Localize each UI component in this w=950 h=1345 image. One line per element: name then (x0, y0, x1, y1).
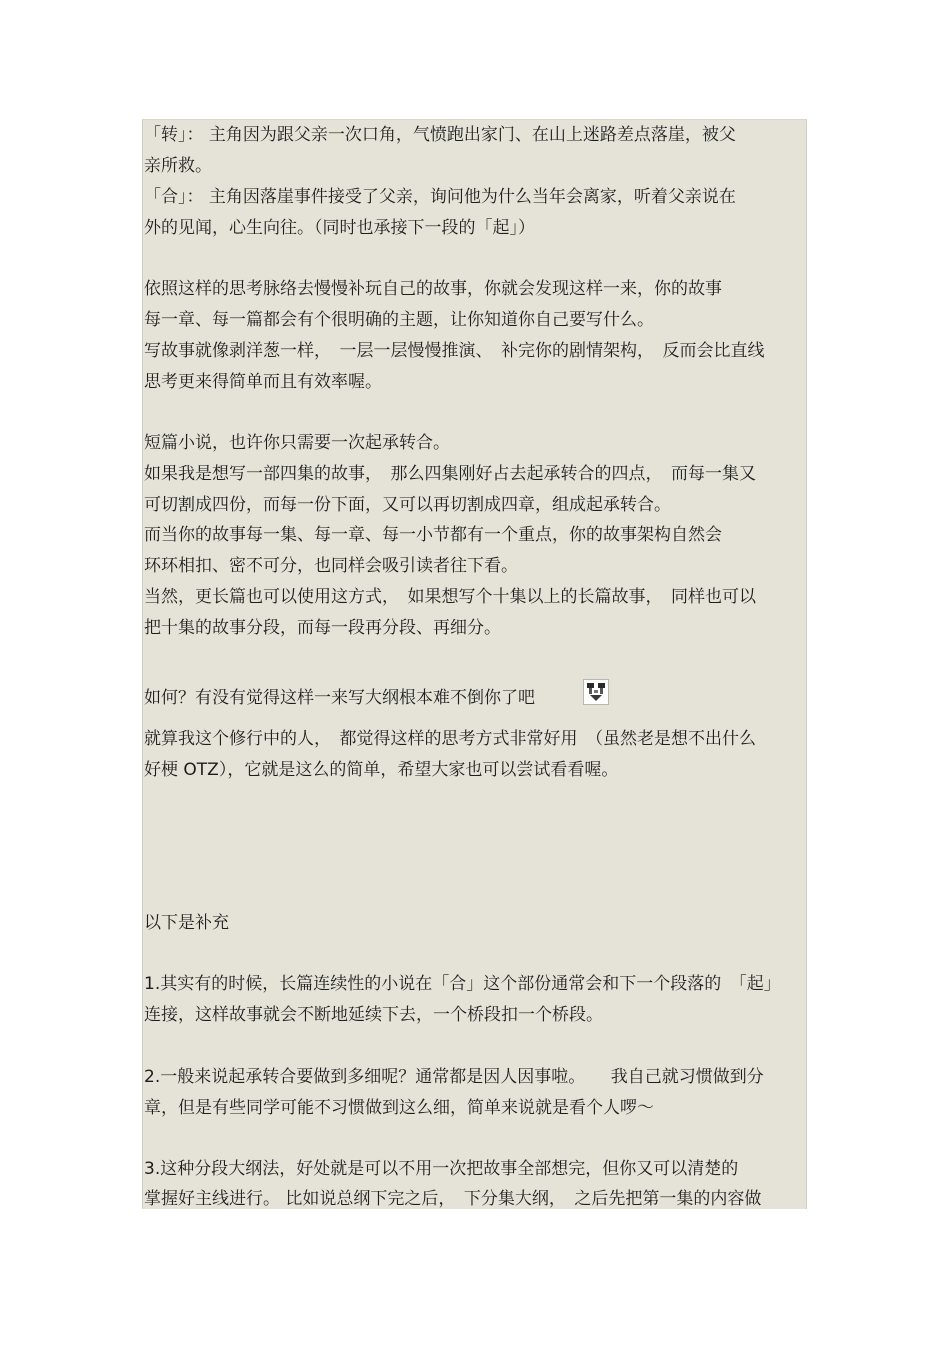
text-line: 依照这样的思考脉络去慢慢补玩自己的故事，你就会发现这样一来，你的故事 (144, 279, 722, 299)
text-line: 短篇小说，也许你只需要一次起承转合。 (144, 433, 450, 453)
text-line: 连接，这样故事就会不断地延续下去，一个桥段扣一个桥段。 (144, 1005, 603, 1025)
text-line: 「转」： 主角因为跟父亲一次口角，气愤跑出家门、在山上迷路差点落崖，被父 (144, 125, 736, 145)
text-line: 写故事就像剥洋葱一样， 一层一层慢慢推演、 补完你的剧情架构， 反而会比直线 (144, 341, 765, 361)
text-line: 「合」： 主角因落崖事件接受了父亲，询问他为什么当年会离家，听着父亲说在 (144, 187, 736, 207)
text-line: 1.其实有的时候，长篇连续性的小说在「合」这个部份通常会和下一个段落的 「起」 (144, 974, 781, 994)
text-line: 就算我这个修行中的人， 都觉得这样的思考方式非常好用 （虽然老是想不出什么 (144, 729, 756, 749)
text-line: 亲所救。 (144, 156, 212, 176)
section-heading: 以下是补充 (144, 913, 229, 933)
fist-emoticon-icon (583, 679, 609, 705)
text-line: 把十集的故事分段，而每一段再分段、再细分。 (144, 618, 501, 638)
text-line: 如果我是想写一部四集的故事， 那么四集刚好占去起承转合的四点， 而每一集又 (144, 464, 756, 484)
text-line: 章，但是有些同学可能不习惯做到这么细，简单来说就是看个人啰～ (144, 1098, 654, 1118)
text-line: 如何？有没有觉得这样一来写大纲根本难不倒你了吧 (144, 688, 535, 708)
text-line: 每一章、每一篇都会有个很明确的主题，让你知道你自己要写什么。 (144, 310, 654, 330)
text-line: 3.这种分段大纲法，好处就是可以不用一次把故事全部想完，但你又可以清楚的 (144, 1159, 739, 1179)
text-line: 当然，更长篇也可以使用这方式， 如果想写个十集以上的长篇故事， 同样也可以 (144, 587, 756, 607)
text-line: 外的见闻，心生向往。（同时也承接下一段的「起」） (144, 218, 535, 238)
text-line: 好梗 OTZ），它就是这么的简单，希望大家也可以尝试看看喔。 (144, 760, 619, 780)
text-line: 思考更来得简单而且有效率喔。 (144, 372, 382, 392)
text-line: 2.一般来说起承转合要做到多细呢？通常都是因人因事啦。 我自己就习惯做到分 (144, 1067, 764, 1087)
text-line: 环环相扣、密不可分，也同样会吸引读者往下看。 (144, 556, 518, 576)
text-line: 可切割成四份，而每一份下面，又可以再切割成四章，组成起承转合。 (144, 495, 671, 515)
text-line: 而当你的故事每一集、每一章、每一小节都有一个重点，你的故事架构自然会 (144, 525, 722, 545)
text-line: 掌握好主线进行。 比如说总纲下完之后， 下分集大纲， 之后先把第一集的内容做 (144, 1189, 762, 1209)
